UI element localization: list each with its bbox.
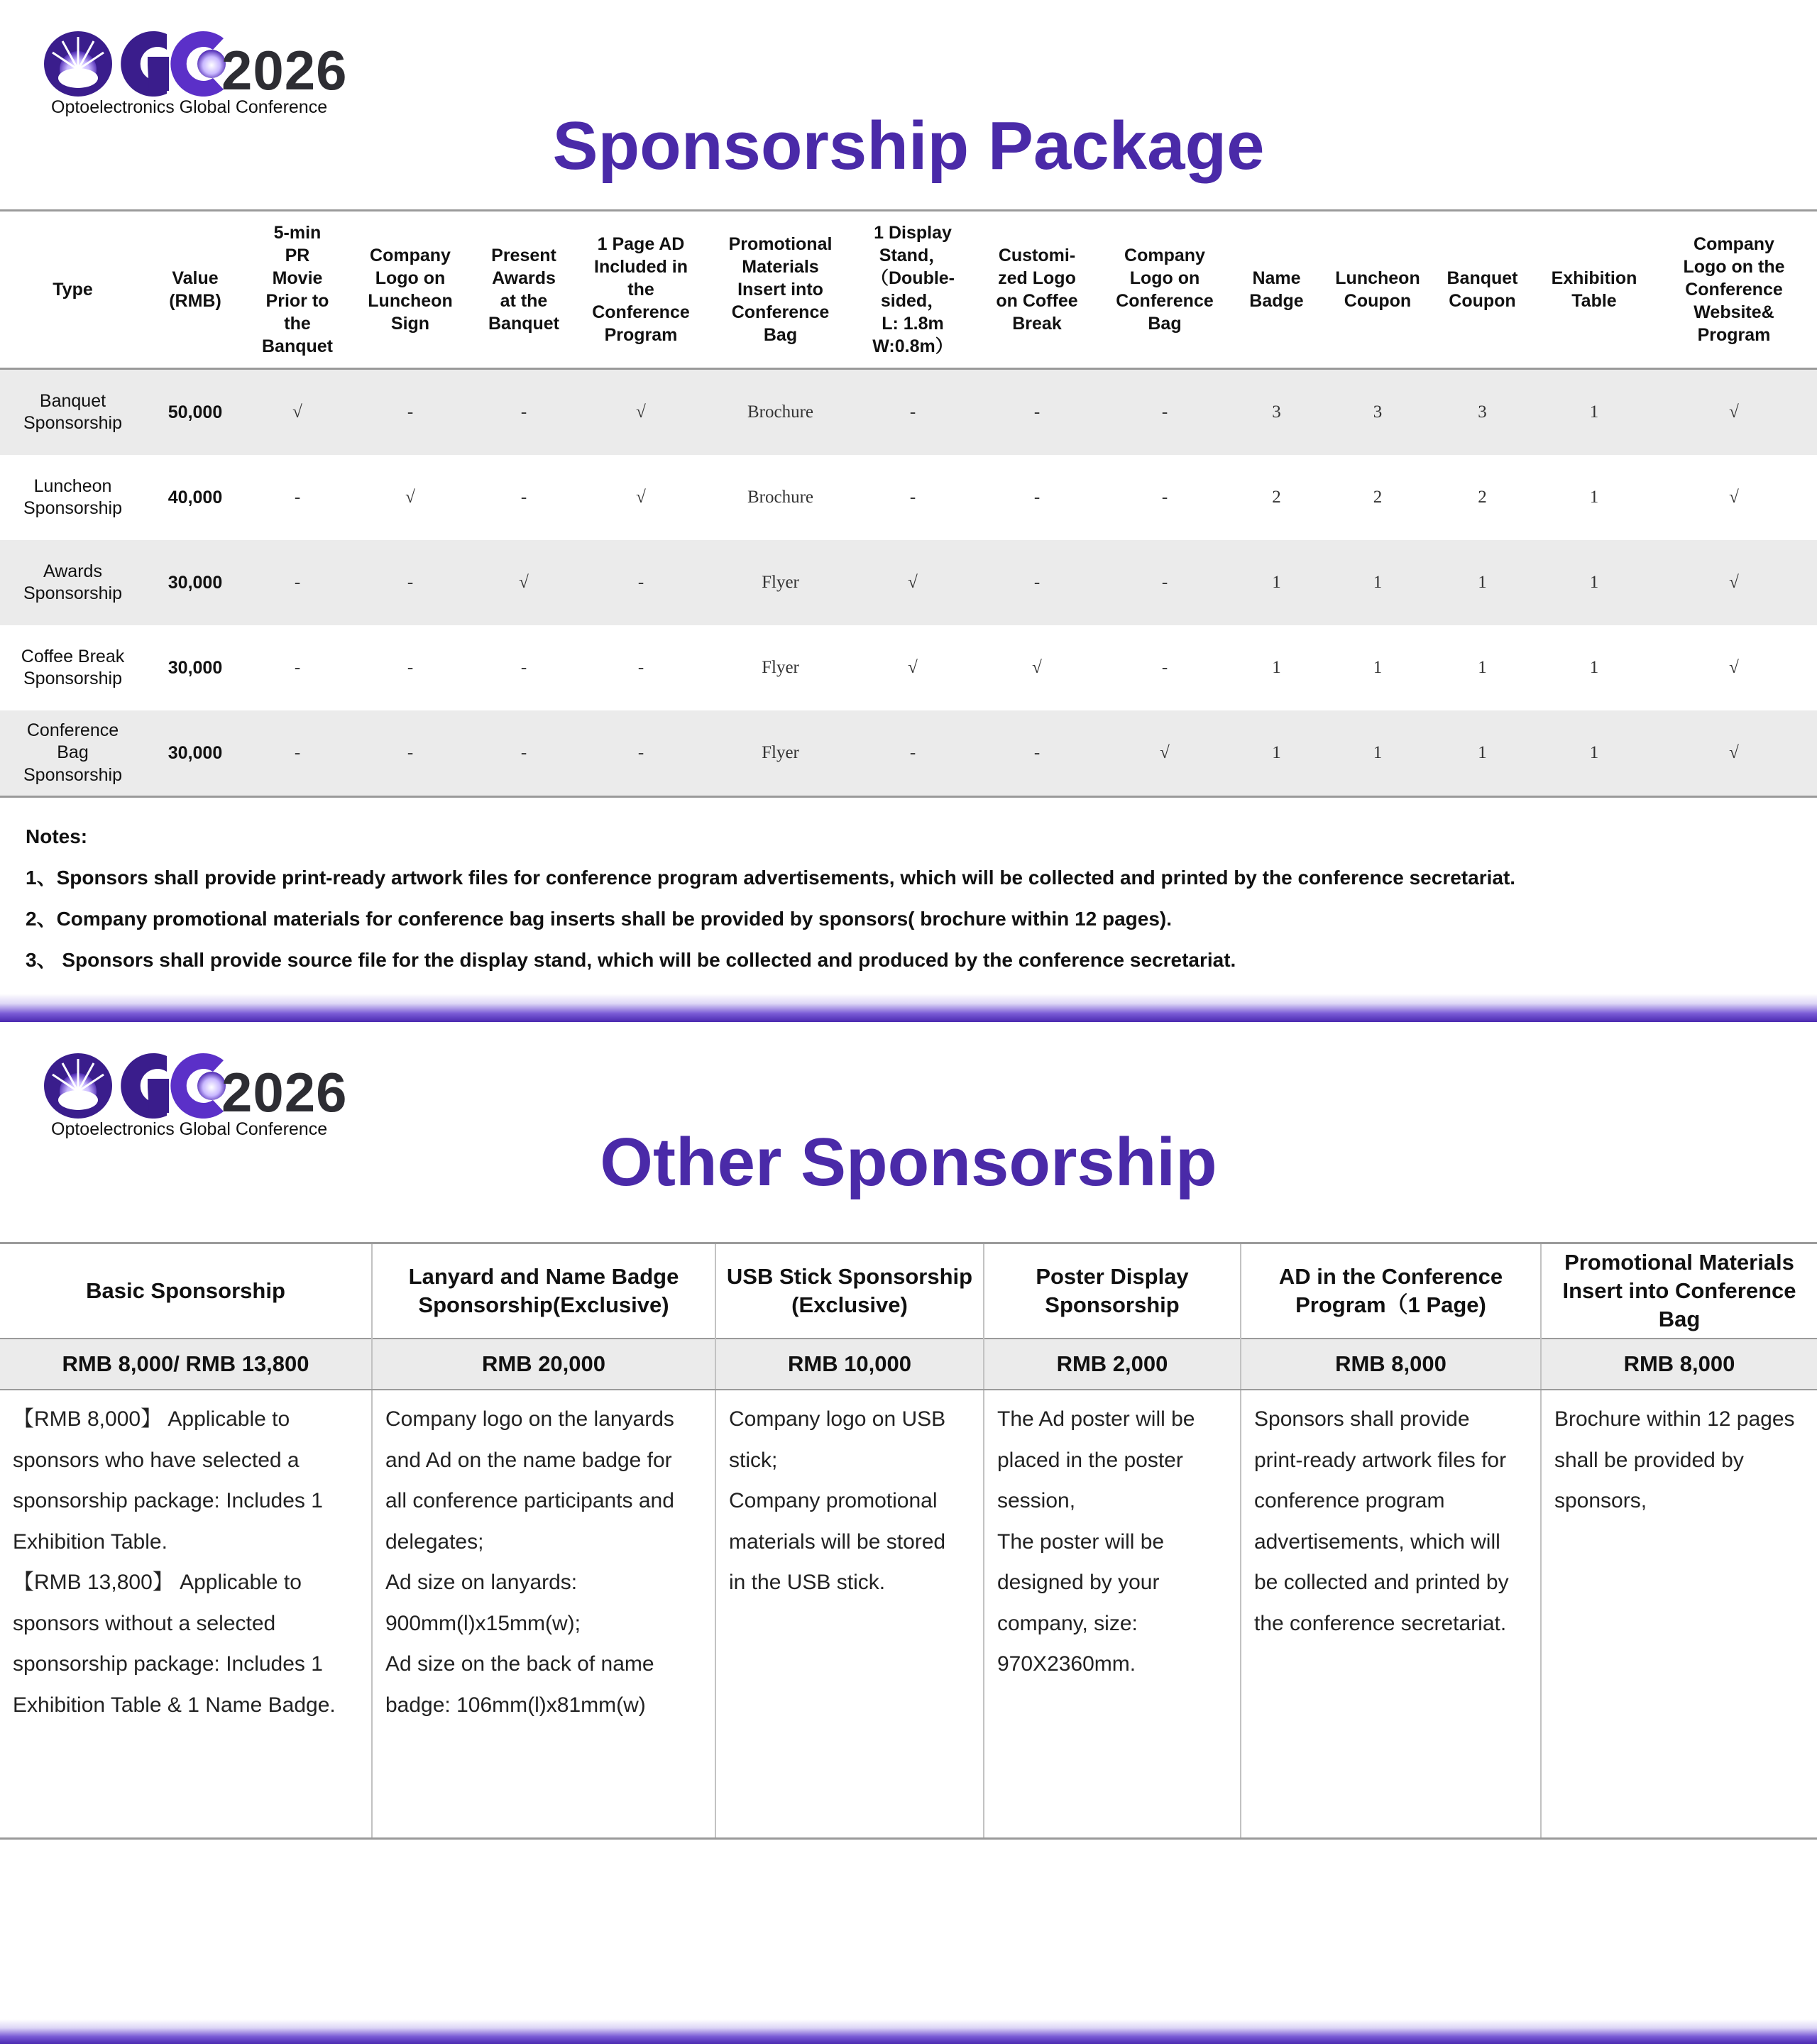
table-cell: - — [294, 488, 301, 507]
table-cell: √ — [471, 540, 577, 625]
description-row — [0, 1390, 1817, 1839]
table-cell: - — [471, 710, 577, 797]
table-cell: - — [407, 658, 414, 677]
logo-subtitle: Optoelectronics Global Conference — [51, 1119, 328, 1139]
ogc-logo-icon — [43, 28, 227, 99]
table-cell: 1 — [1589, 658, 1599, 677]
column-header: Present Awards at the Banquet — [471, 211, 577, 369]
table-cell: - — [520, 488, 527, 507]
table-cell: - — [1033, 488, 1041, 507]
price-cell: RMB 8,000 — [1241, 1339, 1541, 1390]
value-cell: 30,000 — [146, 540, 245, 625]
description-cell: Company logo on USB stick; Company promotional materials will be stored in the USB stick. — [715, 1390, 984, 1839]
table-cell: 3 — [1328, 369, 1427, 456]
table-row — [0, 455, 1817, 540]
table-row — [0, 710, 1817, 797]
table-cell: - — [909, 488, 916, 507]
table-cell: - — [520, 658, 527, 677]
table-cell: - — [1161, 488, 1168, 507]
ogc-logo-icon — [43, 1050, 227, 1121]
value-cell: 30,000 — [146, 710, 245, 797]
column-header: Banquet Coupon — [1427, 211, 1537, 369]
table-cell: Flyer — [705, 710, 856, 797]
table-cell: Brochure — [747, 488, 814, 507]
logo-year: 2026 — [221, 1061, 348, 1123]
table-cell: - — [350, 369, 471, 456]
page-title: Sponsorship Package — [552, 108, 1265, 184]
table-cell: - — [577, 710, 705, 797]
logo-subtitle: Optoelectronics Global Conference — [51, 97, 328, 117]
table-cell: - — [856, 710, 970, 797]
table-cell: √ — [1729, 488, 1739, 507]
logo-top — [43, 28, 355, 121]
column-header: Exhibition Table — [1537, 211, 1651, 369]
column-header: 1 Page AD Included in the Conference Program — [577, 211, 705, 369]
description-cell: Sponsors shall provide print-ready artwork files for conference program advertisements, which will be collected and printed by the conference secretariat. — [1241, 1390, 1541, 1839]
other-sponsorship-table — [0, 1242, 1817, 1840]
sponsorship-type-cell: Conference Bag Sponsorship — [0, 710, 146, 797]
table-cell: 1 — [1225, 540, 1328, 625]
value-cell: 50,000 — [146, 369, 245, 456]
column-header: Luncheon Coupon — [1328, 211, 1427, 369]
column-header: Company Logo on Luncheon Sign — [350, 211, 471, 369]
sponsorship-type-cell: Luncheon Sponsorship — [23, 476, 122, 518]
value-cell: 40,000 — [168, 487, 223, 507]
table-cell: 1 — [1537, 710, 1651, 797]
notes-title: Notes: — [26, 825, 88, 847]
column-header: Customi- zed Logo on Coffee Break — [970, 211, 1104, 369]
sponsorship-type-cell: Banquet Sponsorship — [0, 369, 146, 456]
column-header: 1 Display Stand， （Double- sided， L: 1.8m W:0.8m） — [856, 211, 970, 369]
column-header: Lanyard and Name Badge Sponsorship(Exclusive) — [372, 1243, 715, 1339]
table-cell: √ — [1651, 710, 1817, 797]
price-cell: RMB 2,000 — [984, 1339, 1241, 1390]
table-cell: Flyer — [705, 540, 856, 625]
table-cell: 2 — [1478, 488, 1487, 507]
sponsorship-type-cell: Coffee Break Sponsorship — [21, 646, 125, 688]
description-cell: The Ad poster will be placed in the poster session, The poster will be designed by your company, size: 970X2360mm. — [984, 1390, 1241, 1839]
table-cell: - — [970, 710, 1104, 797]
table-cell: 1 — [1225, 710, 1328, 797]
column-header: Company Logo on Conference Bag — [1104, 211, 1225, 369]
price-cell: RMB 8,000 — [1541, 1339, 1817, 1390]
table-cell: √ — [1729, 658, 1739, 677]
table-cell: √ — [908, 658, 918, 677]
table-cell: 3 — [1427, 369, 1537, 456]
table-cell: - — [1104, 369, 1225, 456]
logo-year: 2026 — [221, 39, 348, 101]
note-item-1: 1、Sponsors shall provide print-ready artwork files for conference program advertisements, which will be collected and printed by the conference secretariat. — [26, 867, 1516, 889]
column-header: Promotional Materials Insert into Conference Bag — [1541, 1243, 1817, 1339]
table-cell: - — [1161, 658, 1168, 677]
table-cell: 2 — [1272, 488, 1281, 507]
column-header: USB Stick Sponsorship (Exclusive) — [715, 1243, 984, 1339]
section-divider — [0, 994, 1817, 1022]
table-cell: √ — [1651, 540, 1817, 625]
table-cell: Flyer — [762, 658, 799, 677]
table-cell: - — [294, 658, 301, 677]
column-header: Company Logo on the Conference Website& Program — [1651, 211, 1817, 369]
price-cell: RMB 20,000 — [372, 1339, 715, 1390]
table-cell: 1 — [1589, 488, 1599, 507]
table-cell: Brochure — [705, 369, 856, 456]
table-cell: - — [856, 369, 970, 456]
table-header-row — [0, 211, 1817, 369]
note-item-3: 3、 Sponsors shall provide source file for the display stand, which will be collected and produced by the conference secretariat. — [26, 949, 1236, 971]
value-cell: 30,000 — [168, 657, 223, 678]
sponsorship-package-table — [0, 209, 1817, 798]
table-cell: √ — [856, 540, 970, 625]
table-cell: 1 — [1328, 540, 1427, 625]
column-header: Promotional Materials Insert into Conference Bag — [705, 211, 856, 369]
column-header: Basic Sponsorship — [0, 1243, 372, 1339]
column-header: Type — [0, 211, 146, 369]
table-cell: - — [637, 658, 644, 677]
table-cell: - — [350, 540, 471, 625]
table-cell: - — [577, 540, 705, 625]
table-cell: - — [970, 540, 1104, 625]
table-cell: √ — [405, 488, 415, 507]
table-cell: 1 — [1328, 710, 1427, 797]
table-cell: 1 — [1537, 540, 1651, 625]
price-cell: RMB 8,000/ RMB 13,800 — [0, 1339, 372, 1390]
column-header: 5-min PR Movie Prior to the Banquet — [245, 211, 350, 369]
description-cell: Company logo on the lanyards and Ad on the name badge for all conference participants and delegates; Ad size on lanyards: 900mm(l)x15mm(w); Ad size on the back of name badge: 106mm(l)x81mm(w) — [372, 1390, 715, 1839]
table-cell: √ — [1104, 710, 1225, 797]
table-cell: √ — [1032, 658, 1042, 677]
table-cell: 1 — [1272, 658, 1281, 677]
other-sponsorship-title: Other Sponsorship — [600, 1124, 1217, 1200]
table-cell: √ — [245, 369, 350, 456]
table-cell: √ — [1651, 369, 1817, 456]
table-cell: - — [350, 710, 471, 797]
table-cell: 2 — [1373, 488, 1383, 507]
description-cell: Brochure within 12 pages shall be provided by sponsors, — [1541, 1390, 1817, 1839]
table-cell: - — [471, 369, 577, 456]
table-cell: 1 — [1478, 658, 1487, 677]
table-cell: 1 — [1373, 658, 1383, 677]
column-header: Name Badge — [1225, 211, 1328, 369]
table-cell: - — [1104, 540, 1225, 625]
table-header-row — [0, 1243, 1817, 1339]
table-cell: √ — [636, 488, 646, 507]
table-cell: 1 — [1427, 540, 1537, 625]
note-item-2: 2、Company promotional materials for conference bag inserts shall be provided by sponsors( brochure within 12 pages). — [26, 908, 1173, 930]
column-header: Poster Display Sponsorship — [984, 1243, 1241, 1339]
table-cell: - — [970, 369, 1104, 456]
table-cell: - — [245, 710, 350, 797]
price-cell: RMB 10,000 — [715, 1339, 984, 1390]
price-row — [0, 1339, 1817, 1390]
table-row — [0, 540, 1817, 625]
bottom-divider — [0, 2019, 1817, 2044]
table-cell: 1 — [1537, 369, 1651, 456]
table-cell: - — [245, 540, 350, 625]
sponsorship-type-cell: Awards Sponsorship — [0, 540, 146, 625]
notes-section — [26, 816, 1786, 981]
table-cell: 3 — [1225, 369, 1328, 456]
table-row — [0, 369, 1817, 456]
table-row — [0, 625, 1817, 710]
description-cell: 【RMB 8,000】 Applicable to sponsors who have selected a sponsorship package: Includes 1 Exhibition Table. 【RMB 13,800】 Applicable to sponsors without a selected sponsorship package: Includes 1 Exhibition Table & 1 Name Badge. — [0, 1390, 372, 1839]
table-cell: 1 — [1427, 710, 1537, 797]
column-header: AD in the Conference Program（1 Page) — [1241, 1243, 1541, 1339]
column-header: Value (RMB) — [146, 211, 245, 369]
table-cell: √ — [577, 369, 705, 456]
